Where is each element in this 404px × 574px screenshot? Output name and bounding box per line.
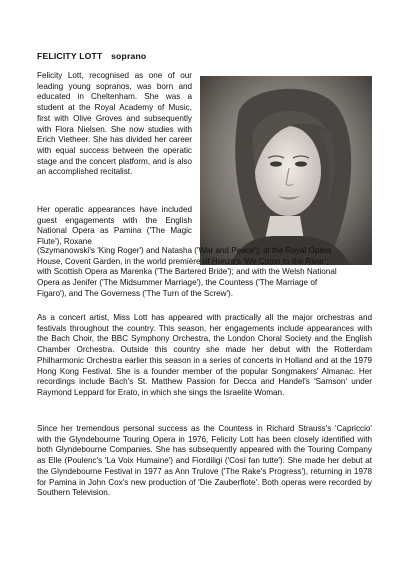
- bio-paragraph-2-line: (Szymanowski's 'King Roger') and Natasha ('War and Peace'); at the Royal Opera: [37, 246, 332, 255]
- portrait-illustration: [200, 76, 372, 265]
- bio-paragraph-2-wide: [37, 246, 372, 300]
- artist-name: FELICITY LOTT: [37, 51, 103, 61]
- bio-paragraph-2-line: with Scottish Opera as Marenka ('The Bartered Bride'); and with the Welsh National: [37, 267, 337, 277]
- bio-paragraph-2-line: Figaro'), and The Governess ('The Turn of the Screw').: [37, 288, 233, 298]
- artist-heading: [37, 51, 146, 61]
- bio-paragraph-2-narrow: Her operatic appearances have included guest engagements with the English National Opera as Pamina ('The Magic Flute'), Roxane: [37, 205, 192, 247]
- portrait-photo: [200, 76, 372, 265]
- bio-paragraph-2-line: House, Covent Garden, in the world première of Henze's 'We Come to the River';: [37, 256, 329, 266]
- voice-type: soprano: [111, 51, 147, 61]
- bio-paragraph-1: Felicity Lott, recognised as one of our leading young sopranos, was born and educated in Cheltenham. She was a student at the Royal Academy of Music, first with Olive Groves and subsequently with Flora Nielsen. She now studies with Erich Vietheer. She has divided her career with equal success between the operatic stage and the concert platform, and is also an accomplished recitalist.: [37, 71, 192, 177]
- bio-paragraph-3: As a concert artist, Miss Lott has appeared with practically all the major orchestras and festivals throughout the country. This season, her engagements include appearances with the Bach Choir, the BBC Symphony Orchestra, the London Choral Society and the English Chamber Orchestra. Outside this country she made her debut with the Rotterdam Philharmonic Orchestra earlier this season in a series of concerts in Holland and at the 1979 Hong Kong Festival. She is a founder member of the popular Songmakers' Almanac. Her recordings include Bach's St. Matthew Passion for Decca and Handel's 'Samson' under Raymond Leppard for Erato, in which she sings the Israelite Woman.: [37, 313, 372, 397]
- bio-paragraph-4: Since her tremendous personal success as the Countess in Richard Strauss's 'Capriccio' with the Glyndebourne Touring Opera in 1976, Felicity Lott has been closely identified with both Glyndebourne Companies. She has subsequently appeared with the Touring Company as Elle (Poulenc's 'La Voix Humaine') and Fiordiligi ('Così fan tutte'). She made her debut at the Glyndebourne Festival in 1977 as Ann Trulove ('The Rake's Progress'), returning in 1978 for Pamina in John Cox's new production of 'Die Zauberflote'. Both operas were recorded by Southern Television.: [37, 424, 372, 498]
- bio-paragraph-2-line: Opera as Jenifer ('The Midsummer Marriage'), the Countess ('The Marriage of: [37, 278, 318, 288]
